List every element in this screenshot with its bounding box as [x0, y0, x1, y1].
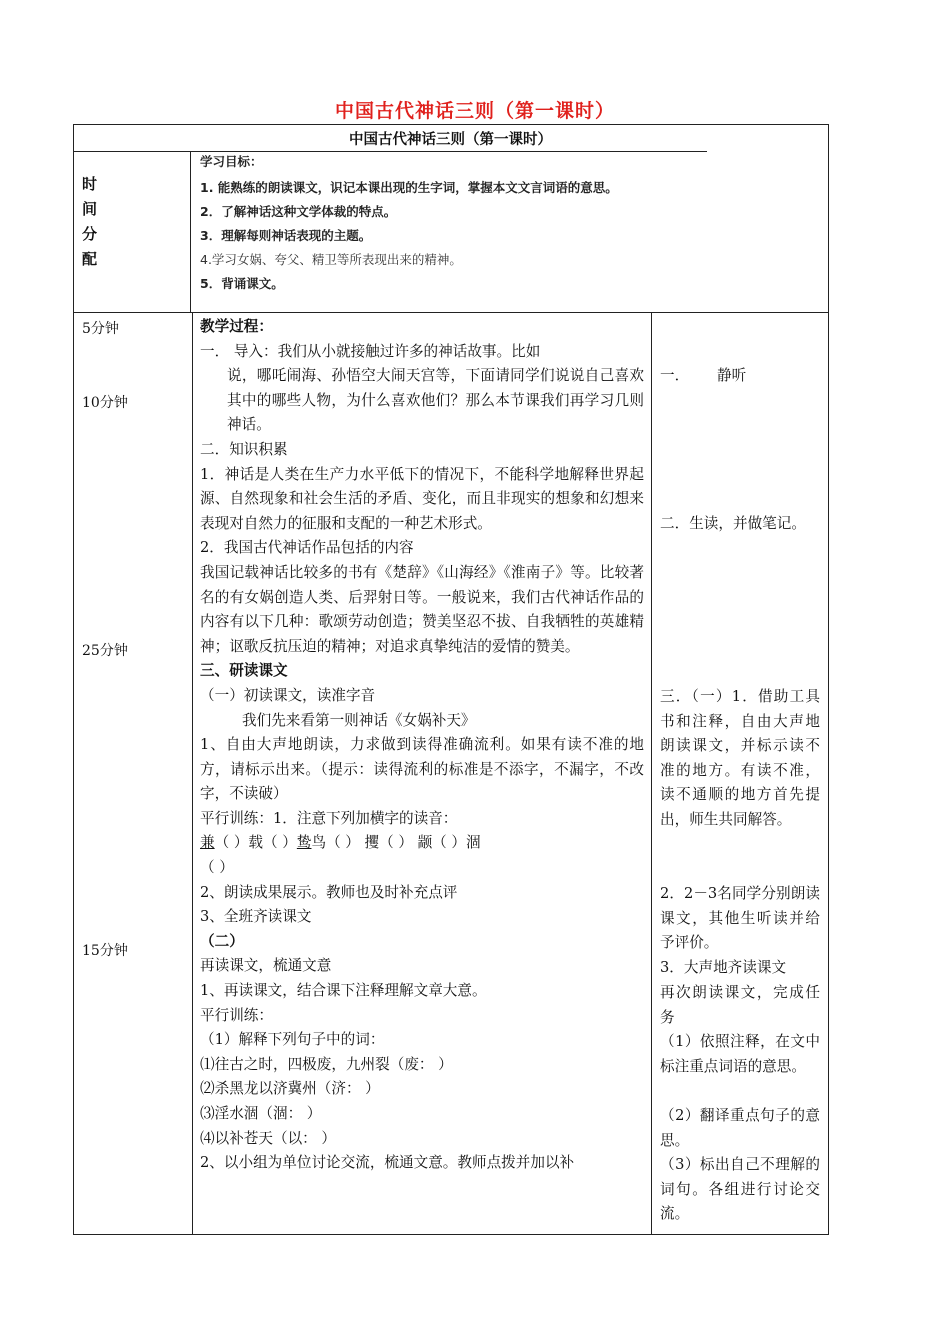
process-heading: 教学过程：	[200, 318, 273, 335]
time-column-divider	[192, 312, 193, 1235]
reread-1: 1、再读课文，结合课下注释理解文章大意。	[200, 982, 487, 1000]
pronunciation-line	[200, 831, 644, 856]
question-3: ⑶淫水涸（涸： ）	[200, 1105, 322, 1122]
study-intro: 我们先来看第一则神话《女娲补天》	[242, 711, 476, 729]
goal-item: 2．了解神话这种文学体裁的特点。	[200, 204, 397, 219]
time-25-min: 25分钟	[82, 643, 128, 659]
pronunciation-line-2: （ ）	[200, 859, 234, 877]
activity-9: （3）标出自己不理解的词句。各组进行讨论交流。	[660, 1156, 820, 1223]
activity-6: 再次朗读课文，完成任务	[660, 984, 820, 1026]
knowledge-3: 我国记载神话比较多的书有《楚辞》《山海经》《淮南子》等。比较著名的有女娲创造人类、后羿射日等。一般说来，我们古代神话作品的内容有以下几种：歌颂劳动创造；赞美坚忍不拔、自我牺牲的英雄精神；讴歌反抗压迫的精神；对追求真挚纯洁的爱情的赞美。	[200, 563, 644, 655]
header-row-divider	[73, 151, 707, 152]
activity-3: 三．（一）1．借助工具书和注释，自由大声地朗读课文，并标示读不准的地方。有读不准，读不通顺的地方首先提出，师生共同解答。	[660, 688, 820, 828]
page-title: 中国古代神话三则（第一课时）	[334, 100, 615, 122]
question-4: ⑷以补苍天（以： ）	[200, 1129, 336, 1147]
knowledge-2: 2．我国古代神话作品包括的内容	[200, 539, 414, 557]
intro-text: 说，哪吒闹海、孙悟空大闹天宫等，下面请同学们说说自己喜欢其中的哪些人物，为什么喜欢他们？那么本节课我们再学习几则神话。	[227, 367, 644, 434]
activity-4: 2．2－3名同学分别朗读课文，其他生听读并给予评价。	[660, 885, 820, 952]
goal-item: 5．背诵课文。	[200, 276, 284, 291]
explain-words: （1）解释下列句子中的词：	[200, 1031, 385, 1049]
question-2: ⑵杀黑龙以济冀州（济： ）	[200, 1080, 380, 1098]
table-header-title: 中国古代神话三则（第一课时）	[349, 132, 552, 148]
study-read: 1、自由大声地朗读，力求做到读得准确流利。如果有读不准的地方，请标示出来。（提示：读得流利的标准是不添字，不漏字，不改字，不读破）	[200, 736, 644, 803]
activity-1: 一． 静听	[660, 367, 747, 384]
activity-7: （1）依照注释，在文中标注重点词语的意思。	[660, 1033, 820, 1075]
pron-word: 鸷	[296, 834, 312, 852]
goals-row-divider	[73, 312, 829, 313]
pron-blank: 鸟（ ） 攫（ ） 颛（ ）涸	[311, 834, 481, 852]
time-column-divider-top	[190, 151, 191, 312]
time-10-min: 10分钟	[82, 395, 128, 411]
activity-column-divider	[651, 312, 652, 1235]
intro-first-line: 一． 导入：我们从小就接触过许多的神话故事。比如	[200, 342, 541, 360]
study-step-2: （二）	[200, 932, 244, 950]
time-label-char: 配	[82, 250, 98, 268]
goal-item: 3．理解每则神话表现的主题。	[200, 228, 372, 243]
goals-heading: 学习目标：	[200, 154, 263, 169]
activity-8: （2）翻译重点句子的意思。	[660, 1107, 820, 1149]
activity-5: 3．大声地齐读课文	[660, 959, 787, 976]
training-2: 平行训练：	[200, 1006, 273, 1024]
pron-word: 兼	[200, 834, 215, 852]
reread: 再读课文，梳通文意	[200, 957, 332, 975]
activity-2: 二．生读，并做笔记。	[660, 515, 806, 532]
study-step-1: （一）初读课文，读准字音	[200, 686, 376, 704]
pron-blank: （ ）载（ ）	[214, 834, 297, 852]
time-label-char: 间	[82, 200, 98, 218]
group-discussion: 2、以小组为单位讨论交流，梳通文意。教师点拨并加以补	[200, 1154, 575, 1172]
question-1: ⑴往古之时，四极废，九州裂（废： ）	[200, 1055, 453, 1073]
study-show: 2、朗读成果展示。教师也及时补充点评	[200, 883, 458, 901]
teaching-process	[200, 315, 644, 1176]
time-5-min: 5分钟	[82, 321, 119, 337]
time-label-char: 分	[82, 225, 98, 243]
time-allocation-label	[82, 172, 112, 272]
time-15-min: 15分钟	[82, 943, 128, 959]
training-1: 平行训练：1．注意下列加横字的读音：	[200, 809, 458, 827]
section-study: 三、研读课文	[200, 662, 288, 680]
section-knowledge: 二．知识积累	[200, 440, 288, 458]
goal-item: 1. 能熟练的朗读课文，识记本课出现的生字词，掌握本文文言词语的意思。	[200, 180, 618, 195]
study-chorus: 3、全班齐读课文	[200, 908, 312, 926]
time-label-char: 时	[82, 175, 98, 193]
knowledge-1: 1．神话是人类在生产力水平低下的情况下，不能科学地解释世界起源、自然现象和社会生活的矛盾、变化，而且非现实的想象和幻想来表现对自然力的征服和支配的一种艺术形式。	[200, 465, 644, 532]
goal-item: 4.学习女娲、夸父、精卫等所表现出来的精神。	[200, 252, 462, 267]
